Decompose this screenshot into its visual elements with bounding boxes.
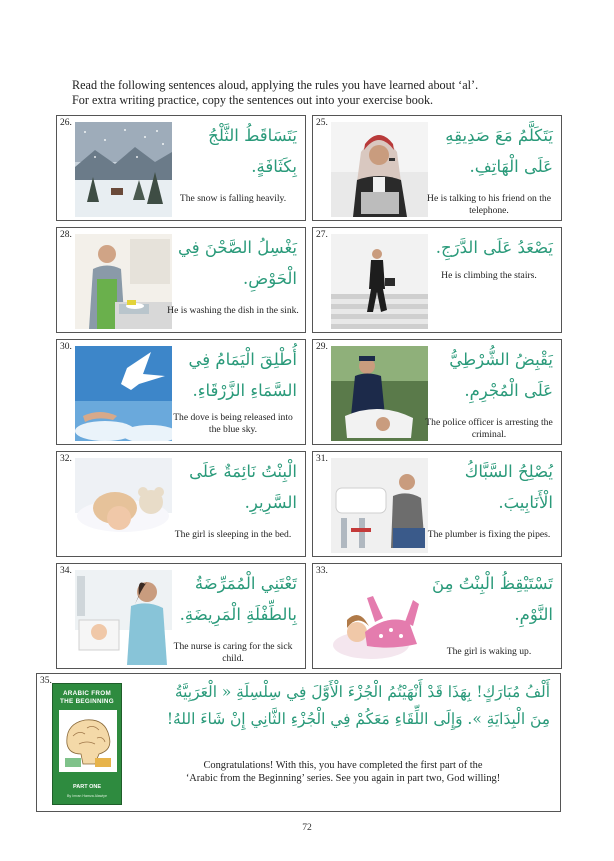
arabic-line-2: الْحَوْضِ. — [243, 269, 297, 288]
english-congratulations — [137, 760, 549, 785]
english-translation: The nurse is caring for the sick child. — [173, 641, 293, 664]
exercise-card-25 — [312, 115, 562, 221]
book-title-line-1: ARABIC FROM — [62, 690, 112, 697]
arabic-sentence — [163, 568, 297, 630]
card-number: 35. — [40, 676, 52, 686]
arabic-line-1: يَتَكَلَّمُ مَعَ صَدِيقِهِ — [445, 126, 553, 145]
arabic-line-2: بِكَثَافَةٍ. — [251, 157, 297, 176]
arabic-line-1: يَغْسِلُ الصَّحْنَ فِي — [177, 238, 297, 257]
english-translation: The snow is falling heavily. — [179, 193, 287, 204]
book-cover-image — [52, 683, 122, 805]
plumber-fixing-pipes-image — [331, 458, 428, 553]
english-translation: He is washing the dish in the sink. — [167, 305, 299, 316]
arabic-line-2: السَّرِيرِ. — [244, 493, 297, 512]
english-translation: He is talking to his friend on the telephone. — [427, 193, 551, 216]
arabic-sentence — [419, 120, 553, 182]
arabic-line-2: عَلَى الْهَاتِفِ. — [469, 157, 553, 176]
arabic-sentence — [163, 120, 297, 182]
arabic-line-2: السَّمَاءِ الزَّرْقَاءِ. — [192, 381, 297, 400]
english-translation: The girl is sleeping in the bed. — [174, 529, 292, 540]
brain-illustration-icon — [59, 710, 117, 772]
exercise-card-33 — [312, 563, 562, 669]
card-number: 32. — [60, 454, 72, 464]
exercise-card-28 — [56, 227, 306, 333]
instruction-line-1: Read the following sentences aloud, applying the rules you have learned about ‘al’. — [72, 78, 479, 92]
card-number: 27. — [316, 230, 328, 240]
exercise-card-31 — [312, 451, 562, 557]
girl-sleeping-image — [75, 458, 172, 553]
arabic-line-1: يُصْلِحُ السَّبَّاكُ — [464, 462, 553, 481]
police-arrest-image — [331, 346, 428, 441]
english-line-2: ‘Arabic from the Beginning’ series. See you again in part two, God willing! — [185, 772, 501, 784]
english-line-1: Congratulations! With this, you have completed the first part of the — [203, 760, 483, 771]
card-number: 28. — [60, 230, 72, 240]
card-number: 34. — [60, 566, 72, 576]
arabic-line-1: تَسْتَيْقِظُ الْبِنْتُ مِنَ — [432, 574, 553, 593]
english-translation: The dove is being released into the blue sky. — [173, 412, 293, 435]
arabic-line-1: الْبِنْتُ نَائِمَةٌ عَلَى — [189, 462, 297, 481]
english-translation: He is climbing the stairs. — [441, 270, 537, 281]
snowy-forest-image — [75, 122, 172, 217]
instructions — [72, 78, 552, 108]
arabic-sentence — [419, 568, 553, 630]
arabic-congratulations — [130, 679, 550, 733]
card-number: 33. — [316, 566, 328, 576]
english-translation: The girl is waking up. — [446, 646, 532, 657]
arabic-line-1: تَعْتَنِي الْمُمَرِّضَةُ — [194, 574, 297, 593]
arabic-line-2: الْأَنَابِيبَ. — [498, 493, 553, 512]
card-number: 30. — [60, 342, 72, 352]
card-number: 29. — [316, 342, 328, 352]
arabic-sentence — [163, 232, 297, 294]
dove-in-sky-image — [75, 346, 172, 441]
exercise-card-29 — [312, 339, 562, 445]
arabic-sentence — [419, 456, 553, 518]
book-title — [53, 690, 121, 706]
arabic-line-2: مِنَ الْبِدَايَةِ ». وَإِلَى اللِّقَاءِ مَعَكُمْ فِي الْجُزْءِ الثَّانِي إِنْ شَاءَ اللهُ! — [166, 710, 550, 728]
exercise-card-34 — [56, 563, 306, 669]
arabic-line-1: أُطْلِقَ الْيَمَامُ فِي — [188, 350, 297, 369]
english-translation: The plumber is fixing the pipes. — [427, 529, 551, 540]
exercise-card-27 — [312, 227, 562, 333]
man-on-telephone-image — [331, 122, 428, 217]
book-author: By Imran Hamza Alawiye — [67, 794, 107, 798]
man-climbing-stairs-image — [331, 234, 428, 329]
card-number: 26. — [60, 118, 72, 128]
arabic-line-1: أَلْفُ مُبَارَكٍ! بِهَذَا قَدْ أَنْهَيْتُمُ الْجُزْءَ الْأَوَّلَ فِي سِلْسِلَةِ « الْعَرَبِيَّةُ — [174, 683, 550, 701]
english-translation: The police officer is arresting the criminal. — [425, 417, 553, 440]
exercise-card-35 — [36, 673, 561, 812]
page-number: 72 — [302, 822, 312, 833]
book-part-label: PART ONE — [72, 784, 101, 790]
card-number: 31. — [316, 454, 328, 464]
instruction-line-2: For extra writing practice, copy the sentences out into your exercise book. — [72, 93, 434, 107]
girl-waking-up-image — [331, 570, 428, 665]
exercise-card-32 — [56, 451, 306, 557]
exercise-card-30 — [56, 339, 306, 445]
exercise-card-26 — [56, 115, 306, 221]
arabic-sentence — [163, 344, 297, 406]
arabic-sentence — [419, 344, 553, 406]
arabic-sentence — [163, 456, 297, 518]
arabic-line-2: عَلَى الْمُجْرِمِ. — [464, 381, 553, 400]
man-washing-dish-image — [75, 234, 172, 329]
arabic-line-2: النَّوْمِ. — [514, 605, 553, 624]
arabic-sentence — [419, 232, 553, 263]
card-number: 25. — [316, 118, 328, 128]
arabic-line-1: يَصْعَدُ عَلَى الدَّرَجِ. — [435, 238, 553, 257]
arabic-line-1: يَتَسَاقَطُ الثَّلْجُ — [208, 126, 297, 145]
arabic-line-1: يَقْبِضُ الشُّرْطِيُّ — [449, 350, 553, 369]
arabic-line-2: بِالطِّفْلَةِ الْمَرِيضَةِ. — [179, 605, 297, 624]
book-title-line-2: THE BEGINNING — [60, 698, 114, 705]
nurse-with-child-image — [75, 570, 172, 665]
